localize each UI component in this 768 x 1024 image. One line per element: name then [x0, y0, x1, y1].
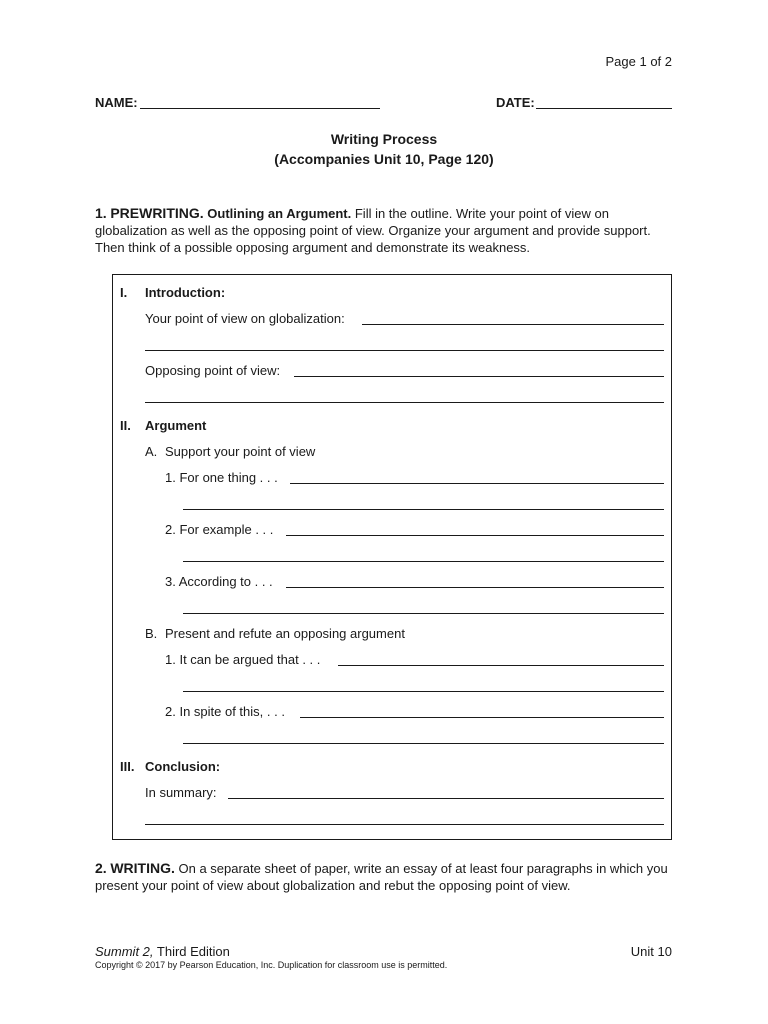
section-instructions: On a separate sheet of paper, write an essay of at least four paragraphs in which you present your point of view about globalization and rebut the opposing point of view. — [95, 861, 668, 893]
date-label: DATE: — [496, 95, 535, 110]
name-label: NAME: — [95, 95, 138, 110]
section-heading: WRITING. — [110, 860, 175, 876]
support-item-1-field[interactable] — [290, 483, 664, 484]
opposing-label: Opposing point of view: — [145, 363, 281, 378]
refute-item-1-label: 1. It can be argued that . . . — [165, 652, 321, 667]
support-item-1-field-line-2[interactable] — [183, 509, 664, 510]
opposing-field-line-2[interactable] — [145, 402, 664, 403]
support-item-3-field-line-2[interactable] — [183, 613, 664, 614]
section-heading: PREWRITING. — [110, 205, 204, 221]
outline-numeral-1: I. — [120, 285, 128, 300]
refute-item-2-label: 2. In spite of this, . . . — [165, 704, 285, 719]
document-title-block — [0, 129, 768, 169]
outline-numeral-3: III. — [120, 759, 135, 774]
outline-numeral-2: II. — [120, 418, 131, 433]
refute-item-2-field-line-2[interactable] — [183, 743, 664, 744]
refute-item-1-field[interactable] — [338, 665, 664, 666]
summary-field[interactable] — [228, 798, 664, 799]
pov-label: Your point of view on globalization: — [145, 311, 345, 326]
support-item-1-label: 1. For one thing . . . — [165, 470, 278, 485]
document-title: Writing Process — [330, 131, 438, 147]
pov-field-line-2[interactable] — [145, 350, 664, 351]
edition-label: Third Edition — [153, 944, 230, 959]
conclusion-heading: Conclusion: — [145, 759, 221, 774]
outline-box — [112, 274, 672, 840]
section-number: 1. — [95, 205, 107, 221]
support-item-3-label: 3. According to . . . — [165, 574, 273, 589]
refute-item-2-field[interactable] — [300, 717, 664, 718]
argument-heading: Argument — [145, 418, 207, 433]
footer-edition — [95, 944, 230, 959]
summary-label: In summary: — [145, 785, 217, 800]
date-field[interactable] — [536, 108, 672, 109]
book-title: Summit 2, — [95, 944, 154, 959]
support-item-3-field[interactable] — [286, 587, 664, 588]
pov-field[interactable] — [362, 324, 664, 325]
support-letter: A. — [145, 444, 158, 459]
refute-label: Present and refute an opposing argument — [165, 626, 405, 641]
support-item-2-label: 2. For example . . . — [165, 522, 274, 537]
page-number: Page 1 of 2 — [605, 54, 672, 69]
support-item-2-field-line-2[interactable] — [183, 561, 664, 562]
support-item-2-field[interactable] — [286, 535, 664, 536]
document-subtitle: (Accompanies Unit 10, Page 120) — [274, 151, 494, 167]
name-field[interactable] — [140, 108, 380, 109]
refute-letter: B. — [145, 626, 158, 641]
section-prewriting — [95, 205, 675, 256]
unit-label: Unit 10 — [630, 944, 672, 959]
introduction-heading: Introduction: — [145, 285, 226, 300]
summary-field-line-2[interactable] — [145, 824, 664, 825]
refute-item-1-field-line-2[interactable] — [183, 691, 664, 692]
section-writing — [95, 860, 675, 894]
section-instructions: Fill in the outline. Write your point of view on globalization as well as the opposing point of view. Organize your argument and provide support. Then think of a possible opposing argument and demonstrate its weakness. — [95, 206, 651, 255]
section-number: 2. — [95, 860, 107, 876]
section-subheading: Outlining an Argument. — [207, 206, 352, 221]
support-label: Support your point of view — [165, 444, 316, 459]
copyright-notice: Copyright © 2017 by Pearson Education, Inc. Duplication for classroom use is permitted. — [95, 960, 448, 970]
opposing-field[interactable] — [294, 376, 664, 377]
